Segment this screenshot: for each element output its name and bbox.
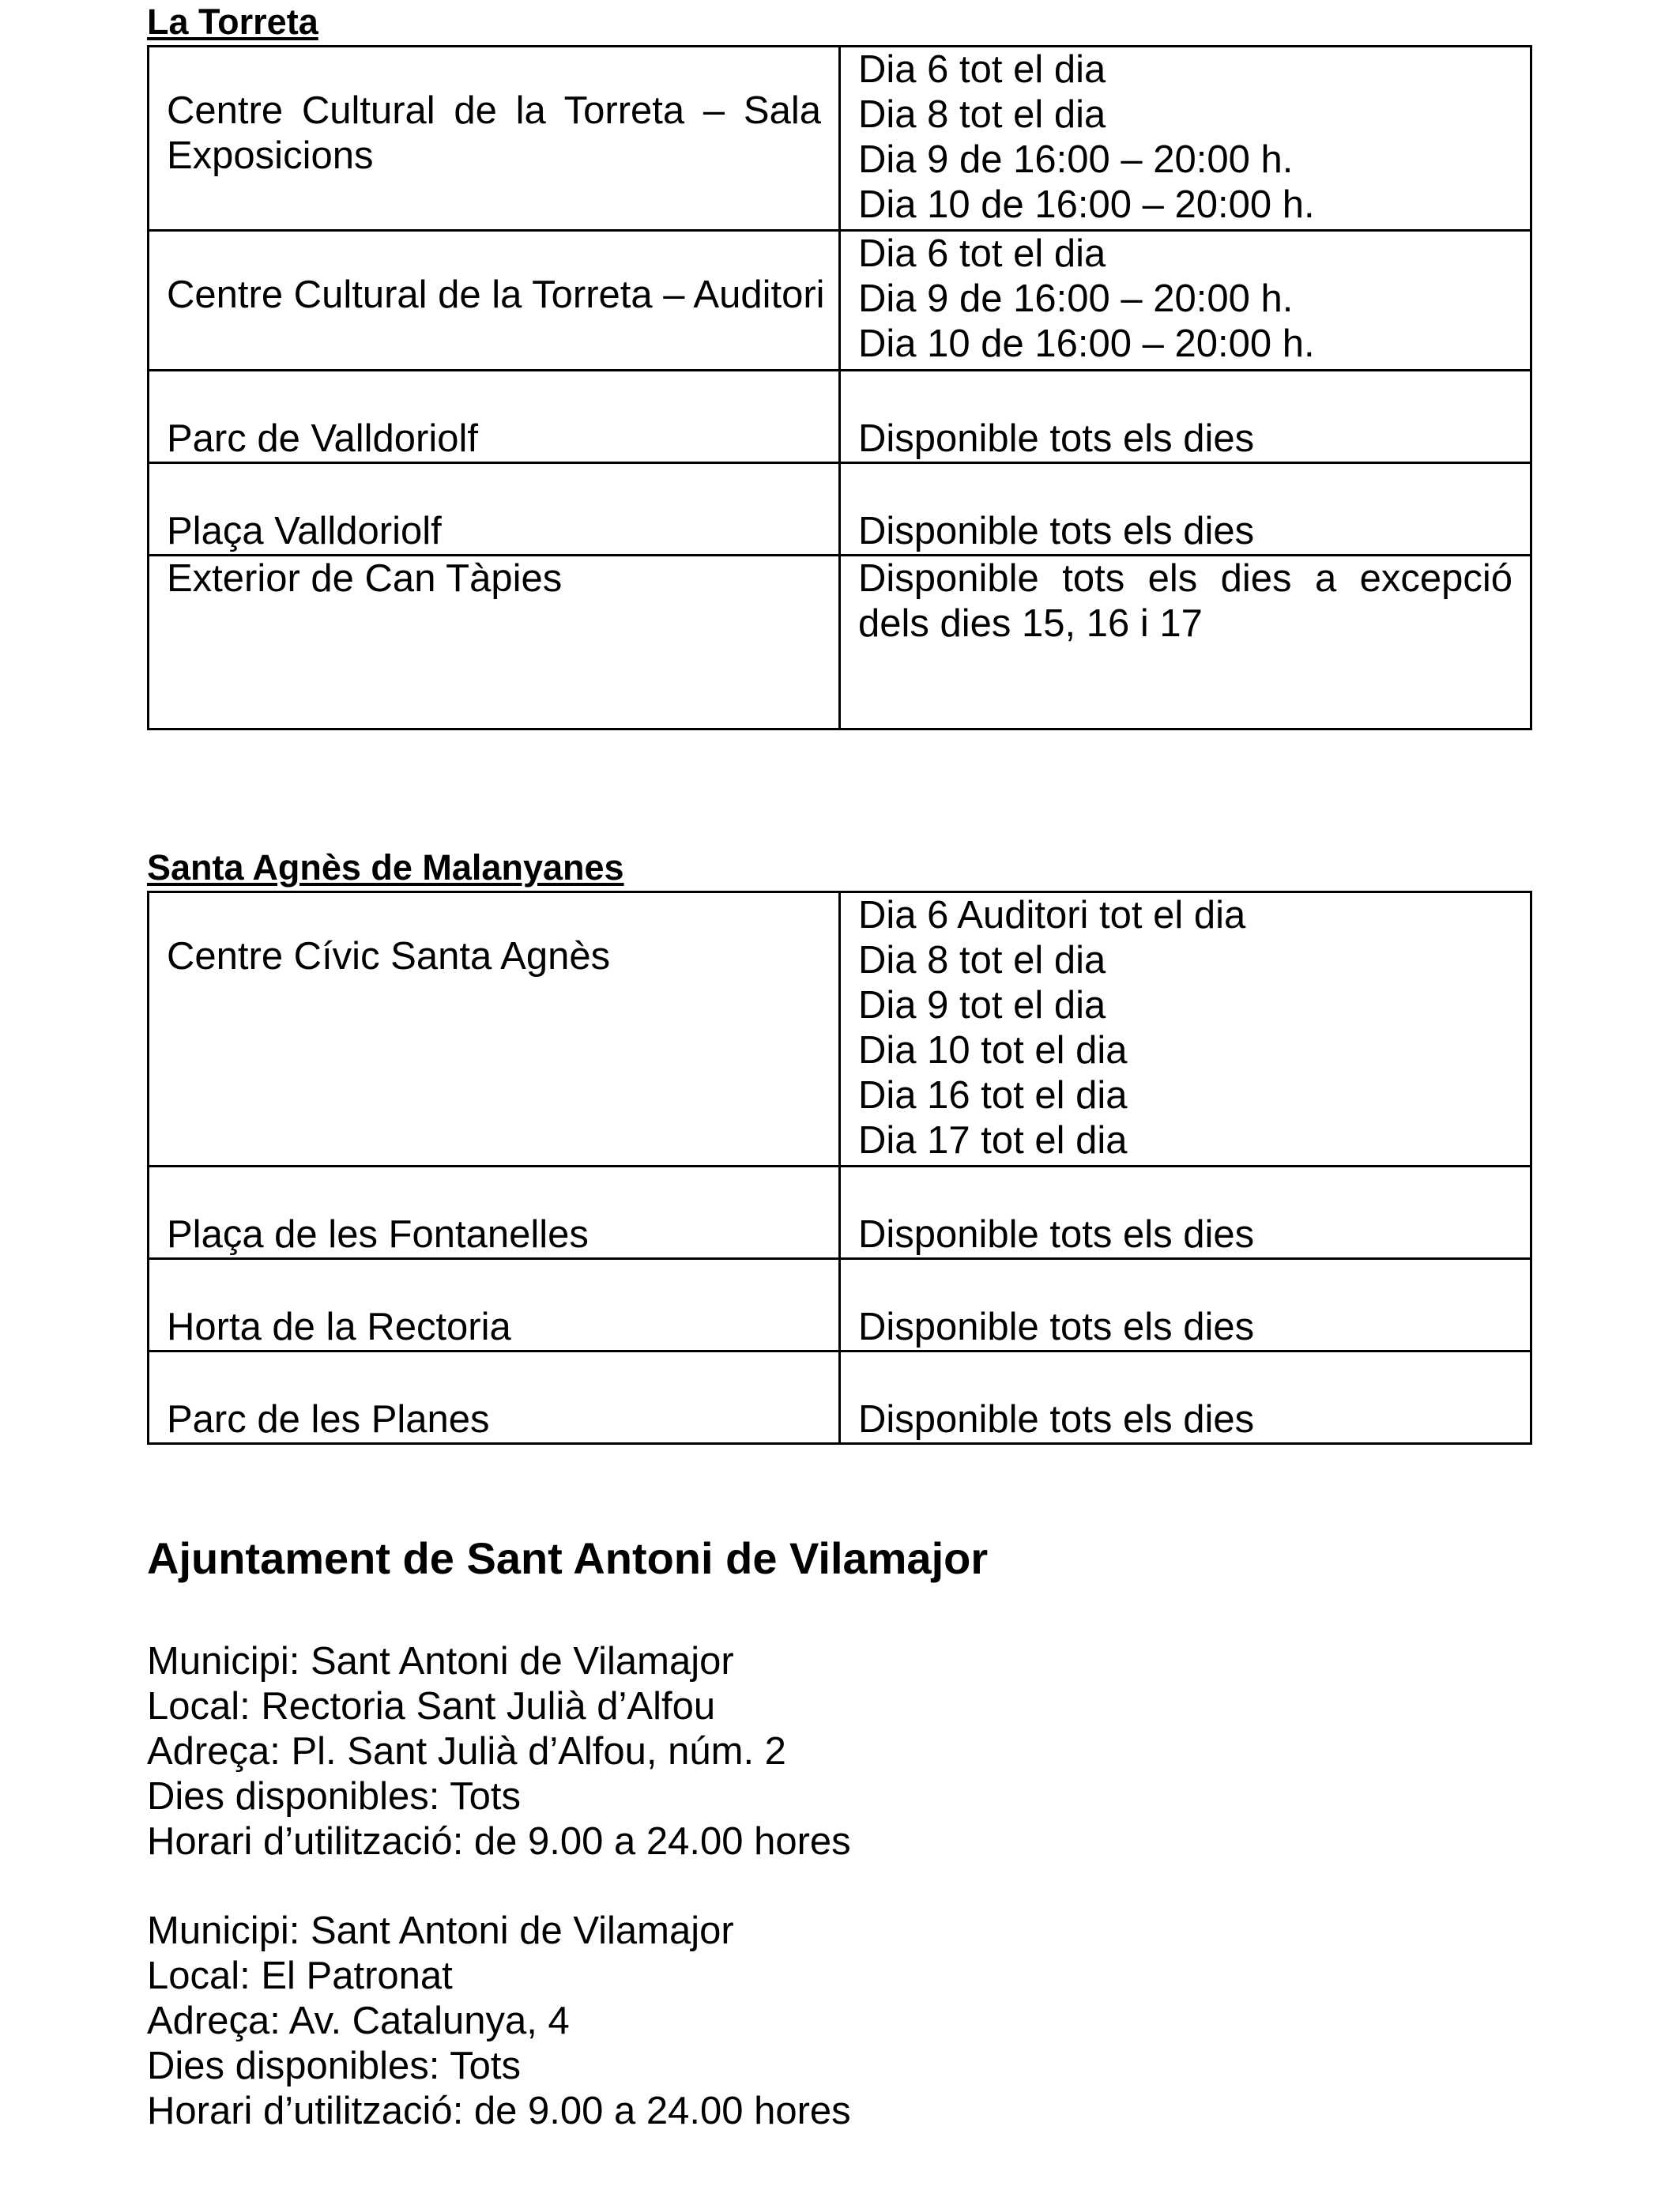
availability-cell	[840, 892, 1531, 1167]
torreta-venues-table	[147, 45, 1532, 730]
local-info-block-2	[147, 1909, 851, 2134]
availability-line: Dia 17 tot el dia	[858, 1119, 1128, 1162]
venue-name: Centre Cultural de la Torreta – Sala Exposicions	[167, 89, 821, 177]
table-row	[149, 892, 1531, 1167]
ajuntament-heading: Ajuntament de Sant Antoni de Vilamajor	[147, 1533, 989, 1583]
venue-name-cell	[149, 371, 840, 463]
dies-line: Dies disponibles: Tots	[147, 2045, 522, 2087]
venue-name: Plaça de les Fontanelles	[167, 1213, 589, 1256]
availability-line: Dia 8 tot el dia	[858, 939, 1106, 982]
venue-name-cell	[149, 556, 840, 729]
availability-line: Disponible tots els dies	[858, 510, 1255, 552]
availability-cell	[840, 1167, 1531, 1259]
availability-cell	[840, 47, 1531, 231]
availability-line: Dia 9 tot el dia	[858, 984, 1106, 1027]
availability-line: Disponible tots els dies	[858, 1213, 1255, 1256]
availability-line: Dia 9 de 16:00 – 20:00 h.	[858, 277, 1294, 320]
horari-line: Horari d’utilització: de 9.00 a 24.00 hores	[147, 1820, 851, 1863]
venue-name: Exterior de Can Tàpies	[167, 557, 563, 600]
venue-name-cell	[149, 463, 840, 556]
venue-name-cell	[149, 47, 840, 231]
availability-line: Disponible tots els dies a excepció dels dies 15, 16 i 17	[858, 557, 1512, 645]
venue-name: Plaça Valldoriolf	[167, 510, 442, 552]
venue-name-cell	[149, 1259, 840, 1351]
venue-name: Horta de la Rectoria	[167, 1306, 511, 1348]
venue-name: Parc de les Planes	[167, 1398, 490, 1441]
adreca-line: Adreça: Av. Catalunya, 4	[147, 2000, 570, 2042]
local-line: Local: El Patronat	[147, 1955, 453, 1997]
venue-name-cell	[149, 1167, 840, 1259]
availability-line: Dia 6 tot el dia	[858, 232, 1106, 275]
municipi-line: Municipi: Sant Antoni de Vilamajor	[147, 1640, 734, 1683]
venue-name: Centre Cultural de la Torreta – Auditori	[167, 273, 825, 316]
availability-cell	[840, 463, 1531, 556]
availability-line: Dia 8 tot el dia	[858, 93, 1106, 136]
local-info-block-1	[147, 1639, 851, 1864]
dies-line: Dies disponibles: Tots	[147, 1775, 522, 1818]
horari-line: Horari d’utilització: de 9.00 a 24.00 hores	[147, 2090, 851, 2132]
availability-line: Disponible tots els dies	[858, 1398, 1255, 1441]
availability-line: Disponible tots els dies	[858, 1306, 1255, 1348]
table-row	[149, 231, 1531, 371]
availability-cell	[840, 371, 1531, 463]
venue-name-cell	[149, 231, 840, 371]
availability-cell	[840, 231, 1531, 371]
venue-name-cell	[149, 1351, 840, 1444]
availability-line: Dia 16 tot el dia	[858, 1074, 1128, 1117]
availability-line: Disponible tots els dies	[858, 417, 1255, 460]
table-row	[149, 371, 1531, 463]
table-row	[149, 47, 1531, 231]
availability-line: Dia 10 de 16:00 – 20:00 h.	[858, 322, 1315, 365]
santa-agnes-venues-table	[147, 891, 1532, 1445]
venue-name: Centre Cívic Santa Agnès	[167, 935, 611, 978]
table-row	[149, 556, 1531, 729]
section-heading-santa-agnes: Santa Agnès de Malanyanes	[147, 847, 624, 888]
venue-name-cell	[149, 892, 840, 1167]
municipi-line: Municipi: Sant Antoni de Vilamajor	[147, 1909, 734, 1952]
section-heading-la-torreta: La Torreta	[147, 2, 318, 42]
availability-line: Dia 6 Auditori tot el dia	[858, 894, 1246, 937]
availability-line: Dia 9 de 16:00 – 20:00 h.	[858, 138, 1294, 181]
table-row	[149, 463, 1531, 556]
availability-cell	[840, 1259, 1531, 1351]
availability-line: Dia 10 tot el dia	[858, 1029, 1128, 1072]
table-row	[149, 1259, 1531, 1351]
adreca-line: Adreça: Pl. Sant Julià d’Alfou, núm. 2	[147, 1730, 786, 1773]
availability-cell	[840, 1351, 1531, 1444]
table-row	[149, 1351, 1531, 1444]
availability-cell	[840, 556, 1531, 729]
venue-name: Parc de Valldoriolf	[167, 417, 479, 460]
availability-line: Dia 6 tot el dia	[858, 48, 1106, 91]
table-row	[149, 1167, 1531, 1259]
availability-line: Dia 10 de 16:00 – 20:00 h.	[858, 183, 1315, 226]
local-line: Local: Rectoria Sant Julià d’Alfou	[147, 1685, 716, 1728]
